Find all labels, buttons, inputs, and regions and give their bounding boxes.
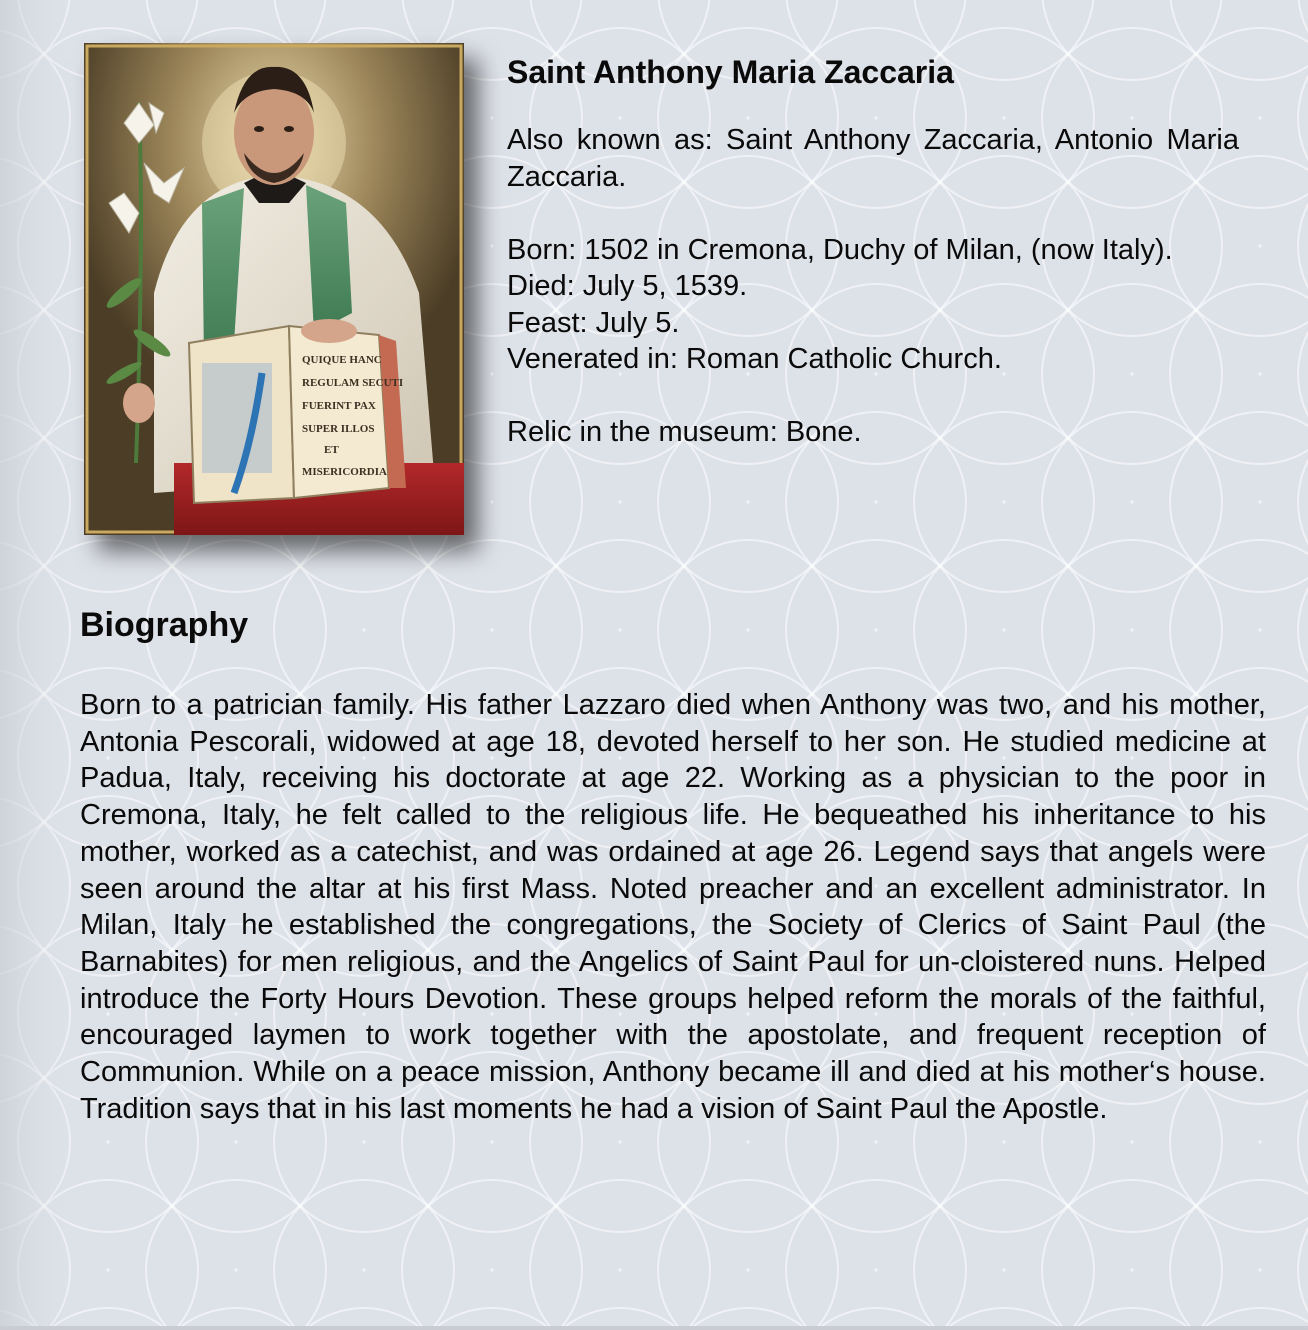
biography-text: Born to a patrician family. His father Lazzaro died when Anthony was two, and his mother, Antonia Pescorali, widowed at age 18, devoted herself to her son. He studied medicine at Padua, Italy, receiving his doctorate at age 22. Working as a physician to the poor in Cremona, Italy, he felt called to the religious life. He bequeathed his inheritance to his mother, worked as a catechist, and was ordained at age 26. Legend says that angels were seen around the altar at his first Mass. Noted preacher and an excellent administrator. In Milan, Italy he established the congregations, the Society of Clerics of Saint Paul (the Barnabites) for men religious, and the Angelics of Saint Paul for un-cloistered nuns. Helped introduce the Forty Hours Devotion. These groups helped reform the morals of the faithful, encouraged laymen to work together with the apostolate, and frequent reception of Communion. While on a peace mission, Anthony became ill and died at his mother‘s house. Tradition says that in his last moments he had a vision of Saint Paul the Apostle. bbox=[80, 689, 1266, 1125]
book-line-5: ET bbox=[324, 444, 339, 456]
relic-info: Relic in the museum: Bone. bbox=[507, 416, 862, 448]
book-line-1: QUIQUE HANC bbox=[302, 354, 382, 366]
born-info: Born: 1502 in Cremona, Duchy of Milan, (now Italy). bbox=[507, 233, 1173, 266]
venerated-info: Venerated in: Roman Catholic Church. bbox=[507, 343, 1002, 375]
also-known-as: Also known as: Saint Anthony Zaccaria, Antonio Maria Zaccaria. bbox=[507, 124, 1239, 193]
book-line-3: FUERINT PAX bbox=[302, 400, 376, 412]
biography-heading: Biography bbox=[80, 606, 249, 644]
saint-name-title: Saint Anthony Maria Zaccaria bbox=[507, 54, 954, 90]
spacer bbox=[507, 378, 1239, 415]
book-line-2: REGULAM SECUTI bbox=[302, 377, 404, 389]
book-line-4: SUPER ILLOS bbox=[302, 423, 375, 435]
bottom-divider bbox=[0, 1326, 1308, 1330]
saint-info bbox=[507, 52, 1239, 451]
saint-portrait-image bbox=[84, 43, 464, 535]
feast-info: Feast: July 5. bbox=[507, 306, 680, 339]
died-info: Died: July 5, 1539. bbox=[507, 270, 748, 302]
book-line-6: MISERICORDIA bbox=[302, 466, 387, 478]
